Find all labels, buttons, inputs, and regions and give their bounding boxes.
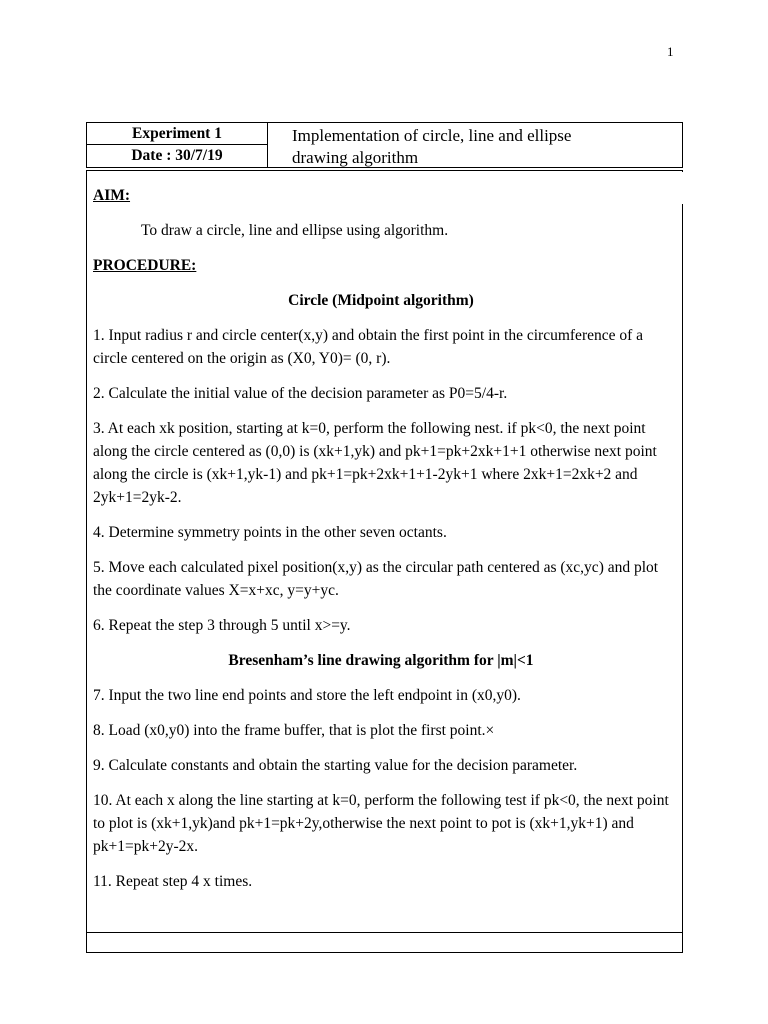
procedure-step: 2. Calculate the initial value of the decision parameter as P0=5/4-r. <box>93 385 508 402</box>
line-algorithm-title: Bresenham’s line drawing algorithm for |m|<1 <box>228 652 534 669</box>
procedure-step: 8. Load (x0,y0) into the frame buffer, that is plot the first point.× <box>93 722 495 739</box>
aim-heading: AIM: <box>93 187 131 204</box>
border-gap <box>681 172 683 204</box>
experiment-title <box>292 125 672 169</box>
circle-algorithm-title: Circle (Midpoint algorithm) <box>288 292 474 309</box>
procedure-step: 9. Calculate constants and obtain the starting value for the decision parameter. <box>93 757 578 774</box>
content-box <box>86 170 683 953</box>
page-number: 1 <box>667 44 674 59</box>
experiment-header-table <box>86 122 683 168</box>
document-body <box>93 184 669 905</box>
procedure-step: 3. At each xk position, starting at k=0, perform the following nest. if pk<0, the next point along the circle centered as (0,0) is (xk+1,yk) and pk+1=pk+2xk+1+1 otherwise next point along the circle is (xk+1,yk-1) and pk+1=pk+2xk+1+1-2yk+1 where 2xk+1=2xk+2 and 2yk+1=2yk-2. <box>93 420 657 506</box>
experiment-number: Experiment 1 <box>87 123 267 145</box>
procedure-step: 6. Repeat the step 3 through 5 until x>=y. <box>93 617 351 634</box>
aim-text: To draw a circle, line and ellipse using algorithm. <box>141 222 449 239</box>
experiment-info-cell <box>87 123 268 167</box>
procedure-step: 4. Determine symmetry points in the other seven octants. <box>93 524 447 541</box>
procedure-step: 10. At each x along the line starting at k=0, perform the following test if pk<0, the next point to plot is (xk+1,yk)and pk+1=pk+2y,otherwise the next point to pot is (xk+1,yk+1) and pk+1=pk+2y-2x. <box>93 792 669 855</box>
bottom-rule <box>87 932 682 933</box>
procedure-heading: PROCEDURE: <box>93 257 197 274</box>
experiment-date: Date : 30/7/19 <box>131 147 223 164</box>
procedure-step: 11. Repeat step 4 x times. <box>93 873 253 890</box>
procedure-step: 7. Input the two line end points and store the left endpoint in (x0,y0). <box>93 687 521 704</box>
procedure-step: 5. Move each calculated pixel position(x,y) as the circular path centered as (xc,yc) and plot the coordinate values X=x+xc, y=y+yc. <box>93 559 659 599</box>
experiment-title-line-1: Implementation of circle, line and ellipse <box>292 126 572 145</box>
procedure-step: 1. Input radius r and circle center(x,y) and obtain the first point in the circumference of a circle centered on the origin as (X0, Y0)= (0, r). <box>93 327 644 367</box>
experiment-title-line-2: drawing algorithm <box>292 148 419 167</box>
